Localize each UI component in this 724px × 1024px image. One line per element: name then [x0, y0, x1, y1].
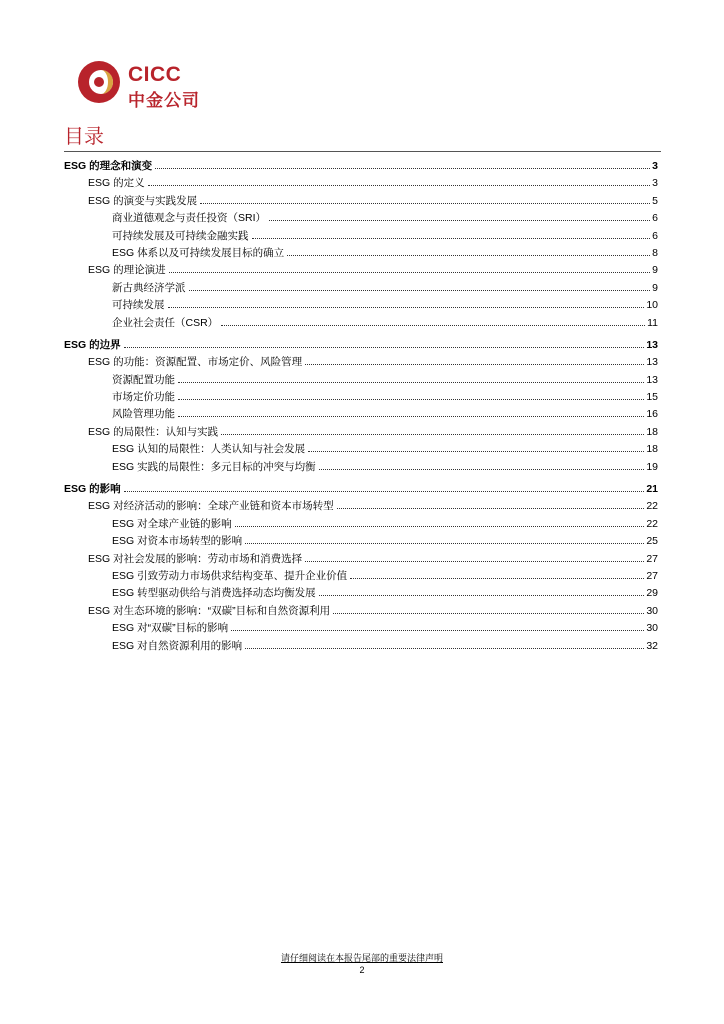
toc-entry-title[interactable]: ESG 对生态环境的影响：“双碳”目标和自然资源利用 [88, 604, 331, 617]
toc-entry-page[interactable]: 21 [646, 483, 658, 496]
toc-entry-title[interactable]: ESG 对全球产业链的影响 [112, 517, 232, 530]
toc-dot-leader [221, 434, 644, 435]
toc-entry-page[interactable]: 15 [646, 391, 658, 404]
toc-entry[interactable] [64, 315, 658, 332]
cicc-logo [76, 59, 216, 111]
toc-entry-title[interactable]: ESG 的局限性：认知与实践 [88, 425, 219, 438]
toc-entry[interactable] [64, 533, 658, 550]
toc-entry[interactable] [64, 175, 658, 192]
toc-entry-page[interactable]: 13 [646, 373, 658, 386]
toc-entry[interactable] [64, 459, 658, 476]
toc-entry[interactable] [64, 158, 658, 175]
logo-english: CICC [128, 63, 182, 86]
toc-dot-leader [308, 451, 644, 452]
toc-entry-page[interactable]: 11 [647, 316, 658, 329]
table-of-contents [64, 158, 658, 655]
toc-entry-page[interactable]: 8 [652, 246, 658, 259]
toc-entry[interactable] [64, 228, 658, 245]
toc-entry-page[interactable]: 9 [652, 281, 658, 294]
toc-entry-title[interactable]: 资源配置功能 [112, 373, 175, 386]
toc-dot-leader [305, 364, 644, 365]
toc-entry[interactable] [64, 297, 658, 314]
page-number: 2 [359, 965, 365, 975]
toc-entry-page[interactable]: 18 [646, 425, 658, 438]
toc-entry[interactable] [64, 498, 658, 515]
cicc-logo-icon [76, 59, 122, 105]
toc-dot-leader [231, 630, 644, 631]
toc-entry-page[interactable]: 13 [646, 338, 658, 351]
toc-entry[interactable] [64, 603, 658, 620]
toc-dot-leader [245, 648, 644, 649]
toc-entry-title[interactable]: 新古典经济学派 [112, 281, 186, 294]
toc-entry[interactable] [64, 551, 658, 568]
title-divider [64, 151, 661, 152]
toc-dot-leader [221, 325, 645, 326]
toc-dot-leader [269, 220, 650, 221]
toc-dot-leader [333, 613, 644, 614]
toc-dot-leader [168, 307, 645, 308]
toc-entry-page[interactable]: 3 [652, 177, 658, 190]
toc-entry[interactable] [64, 193, 658, 210]
toc-entry-title[interactable]: ESG 的功能：资源配置、市场定价、风险管理 [88, 356, 303, 369]
toc-dot-leader [319, 469, 645, 470]
toc-entry[interactable] [64, 638, 658, 655]
toc-entry-title[interactable]: ESG 的定义 [88, 177, 145, 190]
toc-dot-leader [200, 203, 650, 204]
toc-entry-page[interactable]: 3 [652, 160, 658, 172]
toc-entry-page[interactable]: 5 [652, 194, 658, 207]
toc-entry-title[interactable]: 商业道德观念与责任投资（SRI） [112, 212, 267, 225]
toc-entry[interactable] [64, 337, 658, 354]
toc-dot-leader [337, 508, 645, 509]
toc-entry-title[interactable]: ESG 转型驱动供给与消费选择动态均衡发展 [112, 587, 316, 600]
toc-entry-page[interactable]: 9 [652, 264, 658, 277]
toc-entry-page[interactable]: 30 [646, 604, 658, 617]
toc-dot-leader [178, 399, 644, 400]
toc-entry[interactable] [64, 424, 658, 441]
toc-dot-leader [305, 561, 644, 562]
toc-entry-page[interactable]: 6 [652, 212, 658, 225]
toc-entry-title[interactable]: ESG 实践的局限性：多元目标的冲突与均衡 [112, 460, 316, 473]
toc-entry-page[interactable]: 27 [646, 569, 658, 582]
toc-entry[interactable] [64, 245, 658, 262]
toc-dot-leader [124, 491, 645, 492]
toc-entry-page[interactable]: 13 [646, 356, 658, 369]
toc-entry-title[interactable]: ESG 对资本市场转型的影响 [112, 535, 243, 548]
toc-dot-leader [169, 272, 651, 273]
toc-dot-leader [235, 526, 645, 527]
toc-entry[interactable] [64, 481, 658, 498]
toc-entry-page[interactable]: 29 [646, 587, 658, 600]
logo-chinese: 中金公司 [128, 91, 200, 110]
toc-entry-title[interactable]: 可持续发展 [112, 299, 165, 312]
toc-entry[interactable] [64, 585, 658, 602]
toc-entry[interactable] [64, 372, 658, 389]
toc-entry-page[interactable]: 18 [646, 443, 658, 456]
toc-entry-title[interactable]: 市场定价功能 [112, 391, 175, 404]
toc-entry[interactable] [64, 354, 658, 371]
toc-entry-page[interactable]: 27 [646, 552, 658, 565]
legal-disclaimer-link[interactable] [0, 951, 724, 964]
toc-entry-title[interactable]: 可持续发展及可持续金融实践 [112, 229, 249, 242]
toc-entry-page[interactable]: 19 [646, 460, 658, 473]
legal-disclaimer-text[interactable]: 请仔细阅读在本报告尾部的重要法律声明 [280, 953, 443, 963]
toc-entry[interactable] [64, 210, 658, 227]
toc-entry[interactable] [64, 389, 658, 406]
toc-entry-page[interactable]: 6 [652, 229, 658, 242]
toc-dot-leader [245, 543, 644, 544]
toc-entry-title[interactable]: ESG 认知的局限性：人类认知与社会发展 [112, 443, 306, 456]
toc-dot-leader [319, 595, 645, 596]
toc-entry-page[interactable]: 25 [646, 535, 658, 548]
toc-entry[interactable] [64, 262, 658, 279]
toc-entry[interactable] [64, 568, 658, 585]
toc-entry[interactable] [64, 620, 658, 637]
toc-entry-page[interactable]: 16 [646, 408, 658, 421]
toc-dot-leader [350, 578, 644, 579]
toc-entry[interactable] [64, 280, 658, 297]
toc-entry-title[interactable]: ESG 的理念和演变 [64, 160, 153, 172]
toc-dot-leader [252, 238, 651, 239]
toc-entry-title[interactable]: ESG 的演变与实践发展 [88, 194, 198, 207]
toc-entry-title[interactable]: 风险管理功能 [112, 408, 175, 421]
toc-title: 目录 [64, 126, 104, 148]
toc-entry-title[interactable]: ESG 对自然资源利用的影响 [112, 639, 243, 652]
toc-entry-page[interactable]: 10 [646, 299, 658, 312]
toc-entry[interactable] [64, 516, 658, 533]
toc-dot-leader [155, 168, 650, 169]
toc-dot-leader [178, 382, 644, 383]
toc-dot-leader [124, 347, 645, 348]
toc-entry[interactable] [64, 441, 658, 458]
toc-entry-title[interactable]: ESG 对社会发展的影响：劳动市场和消费选择 [88, 552, 303, 565]
toc-entry-title[interactable]: ESG 的影响 [64, 483, 121, 496]
toc-dot-leader [178, 416, 644, 417]
toc-dot-leader [189, 290, 651, 291]
toc-entry-title[interactable]: ESG 引致劳动力市场供求结构变革、提升企业价值 [112, 569, 348, 582]
toc-entry-title[interactable]: 企业社会责任（CSR） [112, 316, 219, 329]
toc-entry-page[interactable]: 22 [646, 500, 658, 513]
toc-entry-title[interactable]: ESG 对“双碳”目标的影响 [112, 622, 229, 635]
toc-entry-title[interactable]: ESG 体系以及可持续发展目标的确立 [112, 246, 285, 259]
toc-entry-page[interactable]: 32 [646, 639, 658, 652]
toc-dot-leader [287, 255, 650, 256]
toc-entry-page[interactable]: 22 [646, 517, 658, 530]
toc-entry[interactable] [64, 406, 658, 423]
toc-entry-title[interactable]: ESG 的理论演进 [88, 264, 166, 277]
toc-dot-leader [148, 185, 651, 186]
toc-entry-page[interactable]: 30 [646, 622, 658, 635]
toc-entry-title[interactable]: ESG 对经济活动的影响：全球产业链和资本市场转型 [88, 500, 334, 513]
toc-entry-title[interactable]: ESG 的边界 [64, 338, 121, 351]
